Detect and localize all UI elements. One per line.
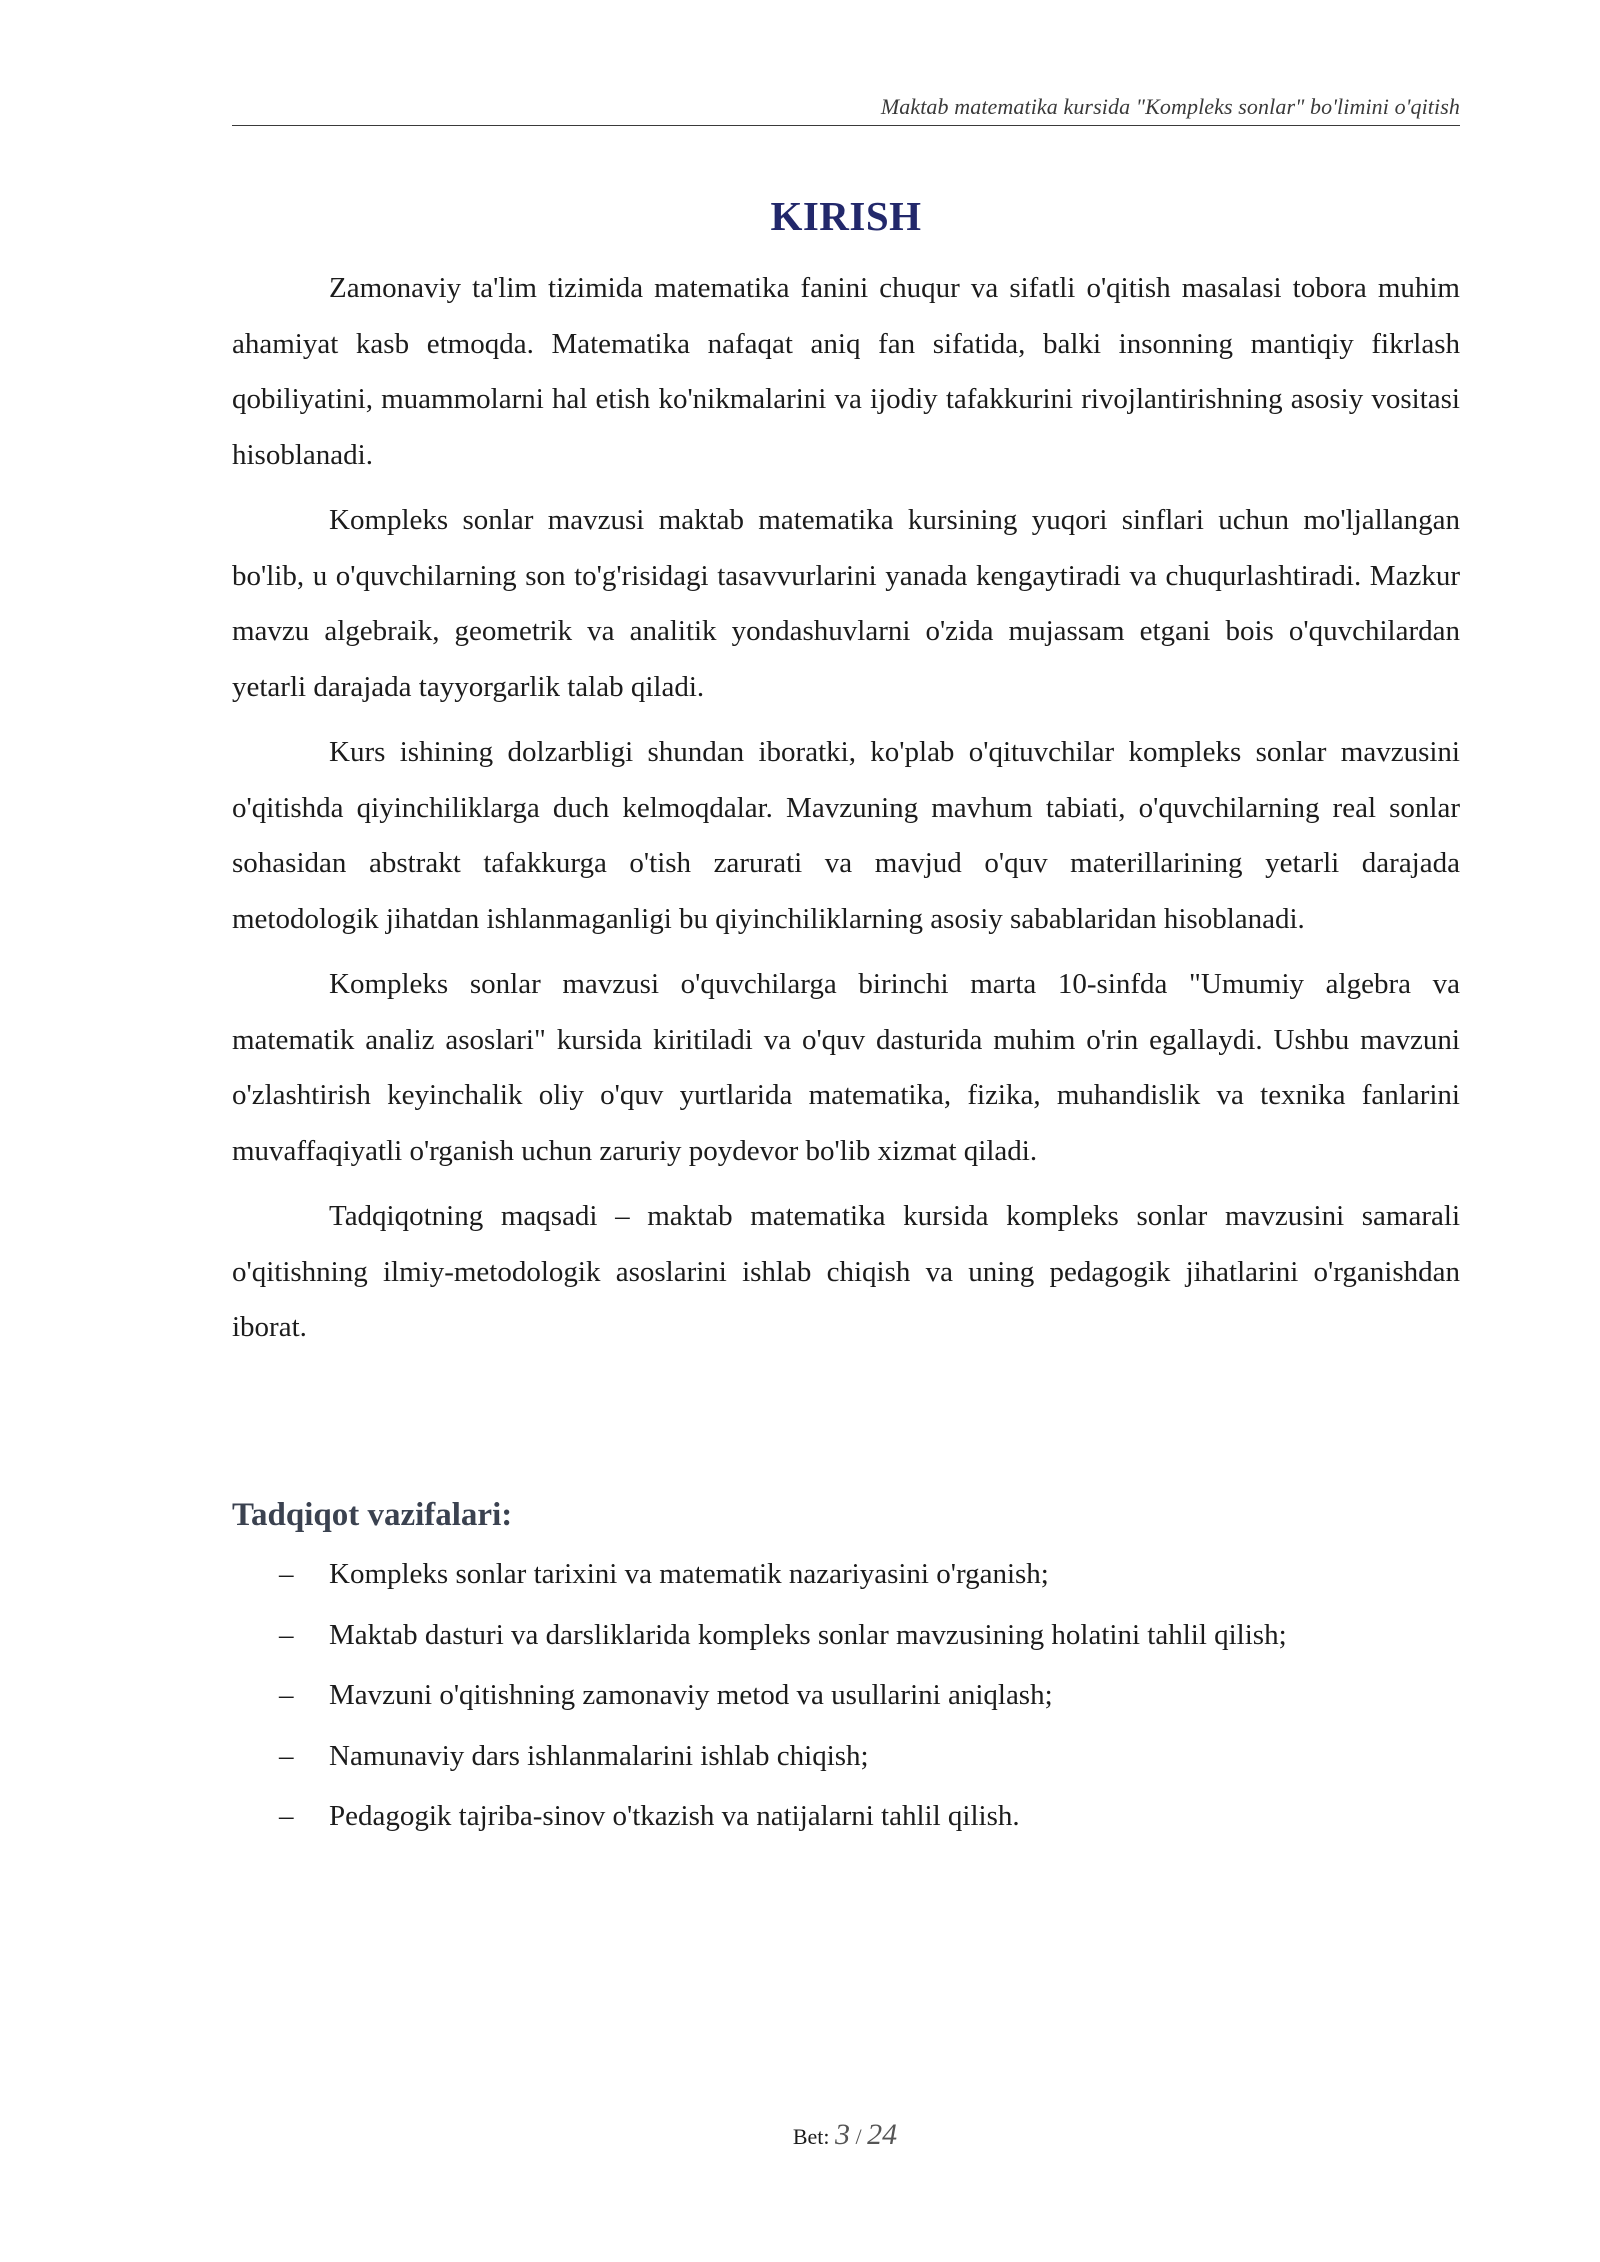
paragraph: Zamonaviy ta'lim tizimida matematika fanini chuqur va sifatli o'qitish masalasi tobora muhim ahamiyat kasb etmoqda. Matematika nafaqat aniq fan sifatida, balki insonning mantiqiy fikrlash qobiliyatini, muammolarni hal etish ko'nikmalarini va ijodiy tafakkurini rivojlantirishning asosiy vositasi hisoblanadi. [232,272,1460,471]
current-page-number: 3 [835,2118,851,2151]
section-body [232,261,1460,1366]
list-item-text: Maktab dasturi va darsliklarida kompleks sonlar mavzusining holatini tahlil qilish; [329,1618,1287,1651]
list-item-text: Mavzuni o'qitishning zamonaviy metod va usullarini aniqlash; [329,1679,1053,1711]
list-item-text: Pedagogik tajriba-sinov o'tkazish va natijalarni tahlil qilish. [329,1800,1020,1832]
paragraph: Kompleks sonlar mavzusi maktab matematika kursining yuqori sinflari uchun mo'ljallangan bo'lib, u o'quvchilarning son to'g'risidagi tasavvurlarini yanada kengaytiradi va chuqurlashtiradi. Mazkur mavzu algebraik, geometrik va analitik yondashuvlarni o'zida mujassam etgani bois o'quvchilardan yetarli darajada tayyorgarlik talab qiladi. [232,504,1460,703]
running-header: Maktab matematika kursida "Kompleks sonlar" bo'limini o'qitish [880,94,1460,119]
bullet-dash: – [279,1800,294,1832]
paragraph: Kurs ishining dolzarbligi shundan iboratki, ko'plab o'qituvchilar kompleks sonlar mavzusini o'qitishda qiyinchiliklarga duch kelmoqdalar. Mavzuning mavhum tabiati, o'quvchilarning real sonlar sohasidan abstrakt tafakkurga o'tish zarurati va mavjud o'quv materillarining yetarli darajada metodologik jihatdan ishlanmaganligi bu qiyinchiliklarning asosiy sabablaridan hisoblanadi. [232,736,1460,935]
total-pages: 24 [867,2118,898,2151]
tasks-heading: Tadqiqot vazifalari: [232,1497,513,1533]
list-item [232,1551,1460,1612]
list-item-text: Namunaviy dars ishlanmalarini ishlab chiqish; [329,1739,869,1772]
paragraph: Tadqiqotning maqsadi – maktab matematika kursida kompleks sonlar mavzusini samarali o'qitishning ilmiy-metodologik asoslarini ishlab chiqish va uning pedagogik jihatlarini o'rganishdan iborat. [232,1200,1460,1343]
list-item [232,1793,1460,1854]
page-footer [0,2118,1600,2152]
header-divider [232,125,1460,126]
list-item [232,1612,1460,1673]
paragraph: Kompleks sonlar mavzusi o'quvchilarga birinchi marta 10-sinfda "Umumiy algebra va matematik analiz asoslari" kursida kiritiladi va o'quv dasturida muhim o'rin egallaydi. Ushbu mavzuni o'zlashtirish keyinchalik oliy o'quv yurtlarida matematika, fizika, muhandislik va texnika fanlarini muvaffaqiyatli o'rganish uchun zaruriy poydevor bo'lib xizmat qiladi. [232,968,1460,1167]
bullet-dash: – [279,1618,294,1651]
list-item [232,1733,1460,1794]
list-item [232,1672,1460,1733]
section-title: KIRISH [770,193,922,239]
tasks-list [232,1551,1460,1854]
page-separator: / [855,2124,862,2149]
bullet-dash: – [279,1739,294,1772]
bullet-dash: – [279,1679,294,1711]
page-label: Bet: [792,2124,830,2149]
list-item-text: Kompleks sonlar tarixini va matematik nazariyasini o'rganish; [329,1558,1049,1590]
bullet-dash: – [279,1558,294,1590]
